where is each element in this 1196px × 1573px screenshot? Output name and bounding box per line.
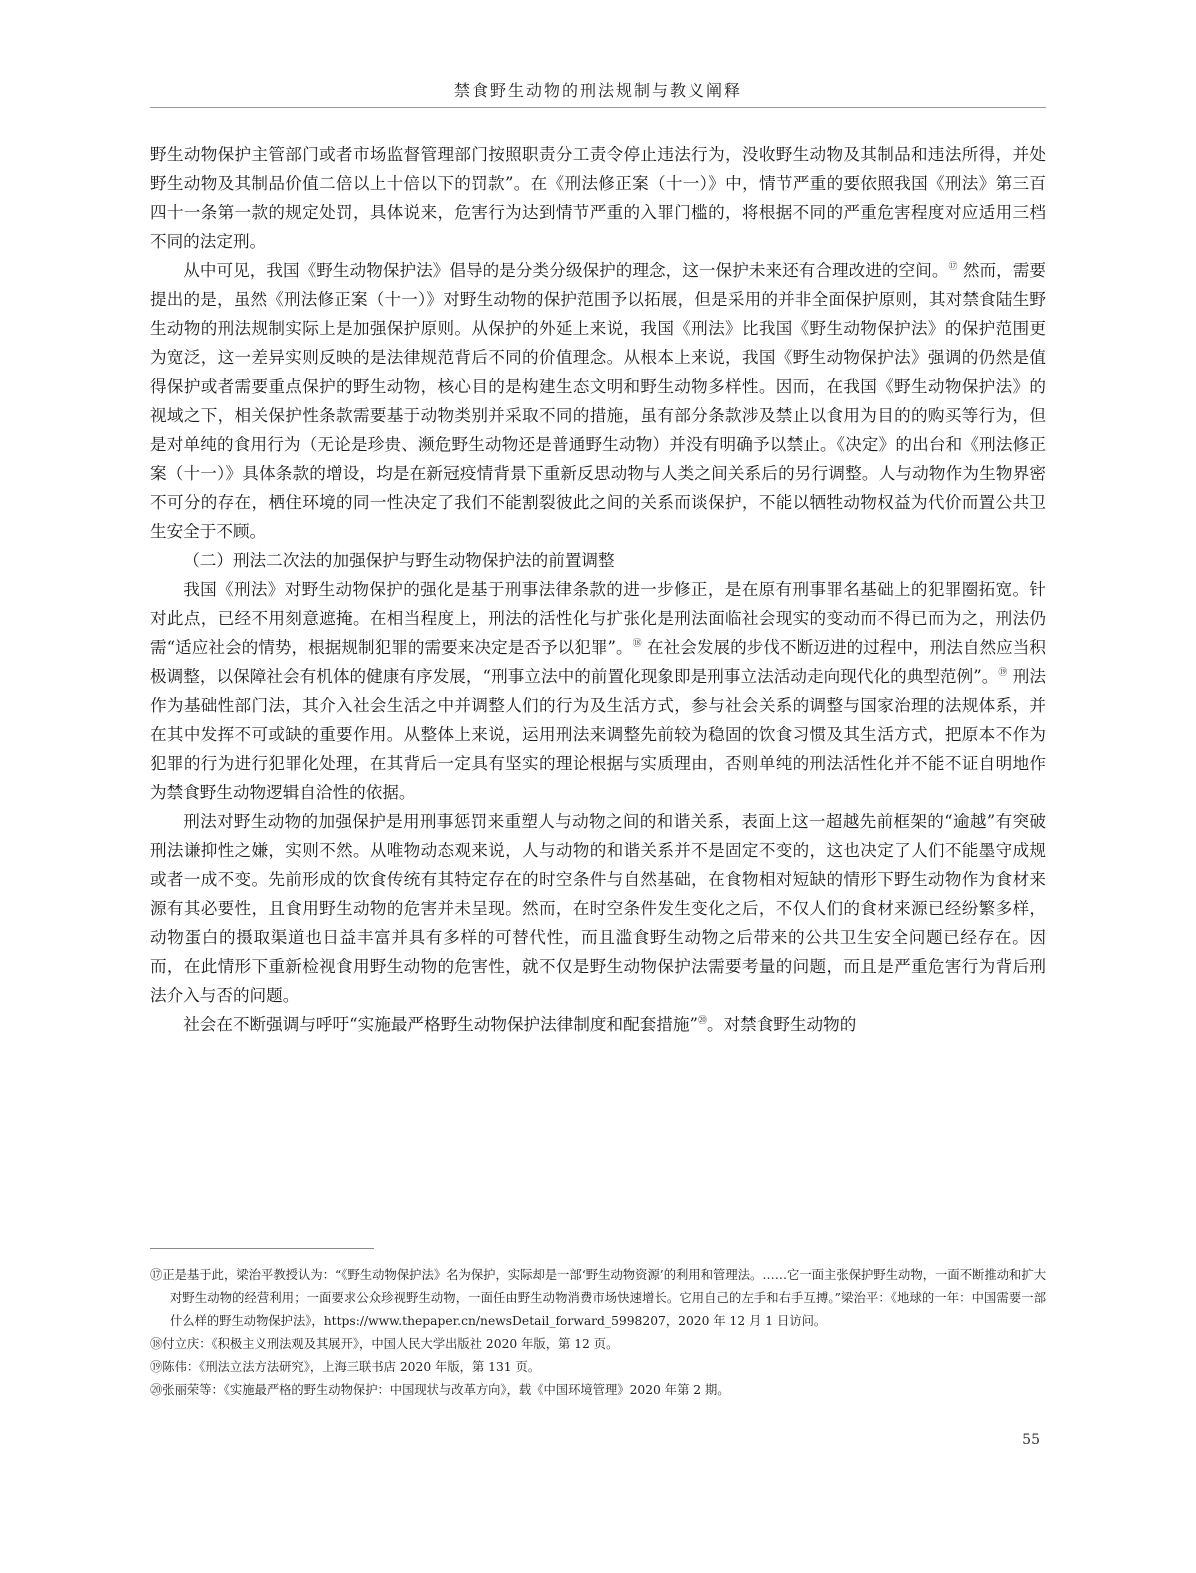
paragraph-text: 刑法作为基础性部门法，其介入社会生活之中并调整人们的行为及生活方式，参与社会关系的调整与国家治理的法规体系，并在其中发挥不可或缺的重要作用。从整体上来说，运用刑法来调整先前较为稳固的饮食习惯及其生活方式，把原本不作为犯罪的行为进行犯罪化处理，在其背后一定具有坚实的理论根据与实质理由，否则单纯的刑法活性化并不能不证自明地作为禁食野生动物逻辑自洽性的依据。 xyxy=(150,667,1046,802)
footnote-ref[interactable]: ⑳ xyxy=(697,1016,707,1026)
footnote: ⑳张丽荣等：《实施最严格的野生动物保护：中国现状与改革方向》，载《中国环境管理》2020 年第 2 期。 xyxy=(150,1383,730,1397)
body-text xyxy=(150,140,1046,1039)
running-head: 禁食野生动物的刑法规制与教义阐释 xyxy=(453,81,742,100)
footnote-ref[interactable]: ⑱ xyxy=(632,639,642,649)
paragraph xyxy=(150,1010,1046,1039)
paragraph xyxy=(150,807,1046,1010)
footnote-ref[interactable]: ⑰ xyxy=(948,262,958,272)
paragraph-text: 野生动物保护主管部门或者市场监督管理部门按照职责分工责令停止违法行为，没收野生动物及其制品和违法所得，并处野生动物及其制品价值二倍以上十倍以下的罚款”。在《刑法修正案（十一）》中，情节严重的要依照我国《刑法》第三百四十一条第一款的规定处罚，具体说来，危害行为达到情节严重的入罪门槛的，将根据不同的严重危害程度对应适用三档不同的法定刑。 xyxy=(150,145,1046,251)
paragraph-text: 从中可见，我国《野生动物保护法》倡导的是分类分级保护的理念，这一保护未来还有合理改进的空间。 xyxy=(183,261,949,280)
footnote: ⑲陈伟：《刑法立法方法研究》，上海三联书店 2020 年版，第 131 页。 xyxy=(150,1360,541,1374)
footnote: ⑰正是基于此，梁治平教授认为：“《野生动物保护法》名为保护，实际却是一部‘野生动物资源’的利用和管理法。……它一面主张保护野生动物，一面不断推动和扩大对野生动物的经营利用；一面要求公众珍视野生动物，一面任由野生动物消费市场快速增长。它用自己的左手和右手互搏。”梁治平：《地球的一年：中国需要一部什么样的野生动物保护法》，https://www.thepaper.cn/newsDetail_forward_5998207，2020 年 12 月 1 日访问。 xyxy=(150,1268,1046,1328)
footnote: ⑱付立庆：《积极主义刑法观及其展开》，中国人民大学出版社 2020 年版，第 12 页。 xyxy=(150,1337,619,1351)
paragraph-text: 社会在不断强调与呼吁“实施最严格野生动物保护法律制度和配套措施” xyxy=(183,1015,698,1034)
header-rule xyxy=(150,107,1046,108)
footnote-rule xyxy=(150,1248,374,1249)
paragraph xyxy=(150,575,1046,807)
paragraph-text: 刑法对野生动物的加强保护是用刑事惩罚来重塑人与动物之间的和谐关系，表面上这一超越先前框架的“逾越”有突破刑法谦抑性之嫌，实则不然。从唯物动态观来说，人与动物的和谐关系并不是固定不变的，这也决定了人们不能墨守成规或者一成不变。先前形成的饮食传统有其特定存在的时空条件与自然基础，在食物相对短缺的情形下野生动物作为食材来源有其必要性，且食用野生动物的危害并未呈现。然而，在时空条件发生变化之后，不仅人们的食材来源已经纷繁多样，动物蛋白的摄取渠道也日益丰富并具有多样的可替代性，而且滥食野生动物之后带来的公共卫生安全问题已经存在。因而，在此情形下重新检视食用野生动物的危害性，就不仅是野生动物保护法需要考量的问题，而且是严重危害行为背后刑法介入与否的问题。 xyxy=(150,812,1046,1005)
footnote-ref[interactable]: ⑲ xyxy=(998,668,1008,678)
paragraph xyxy=(150,256,1046,546)
section-heading: （二）刑法二次法的加强保护与野生动物保护法的前置调整 xyxy=(183,551,615,570)
paragraph-text: 我国《刑法》对野生动物保护的强化是基于刑事法律条款的进一步修正，是在原有刑事罪名基础上的犯罪圈拓宽。针对此点，已经不用刻意遮掩。在相当程度上，刑法的活性化与扩张化是刑法面临社会现实的变动而不得已而为之，刑法仍需“适应社会的情势，根据规制犯罪的需要来决定是否予以犯罪”。 xyxy=(150,580,1046,657)
paragraph-text: 。对禁食野生动物的 xyxy=(706,1015,857,1034)
page-number: 55 xyxy=(1022,1432,1040,1448)
paragraph xyxy=(150,140,1046,256)
paragraph-text: 然而，需要提出的是，虽然《刑法修正案（十一）》对野生动物的保护范围予以拓展，但是采用的并非全面保护原则，其对禁食陆生野生动物的刑法规制实际上是加强保护原则。从保护的外延上来说，我国《刑法》比我国《野生动物保护法》的保护范围更为宽泛，这一差异实则反映的是法律规范背后不同的价值理念。从根本上来说，我国《野生动物保护法》强调的仍然是值得保护或者需要重点保护的野生动物，核心目的是构建生态文明和野生动物多样性。因而，在我国《野生动物保护法》的视域之下，相关保护性条款需要基于动物类别并采取不同的措施，虽有部分条款涉及禁止以食用为目的的购买等行为，但是对单纯的食用行为（无论是珍贵、濒危野生动物还是普通野生动物）并没有明确予以禁止。《决定》的出台和《刑法修正案（十一）》具体条款的增设，均是在新冠疫情背景下重新反思动物与人类之间关系后的另行调整。人与动物作为生物界密不可分的存在，栖住环境的同一性决定了我们不能割裂彼此之间的关系而谈保护，不能以牺牲动物权益为代价而置公共卫生安全于不顾。 xyxy=(150,261,1046,541)
footnotes xyxy=(150,1264,1046,1402)
paragraph-text: 在社会发展的步伐不断迈进的过程中，刑法自然应当积极调整，以保障社会有机体的健康有序发展，“刑事立法中的前置化现象即是刑事立法活动走向现代化的典型范例”。 xyxy=(150,638,1046,686)
